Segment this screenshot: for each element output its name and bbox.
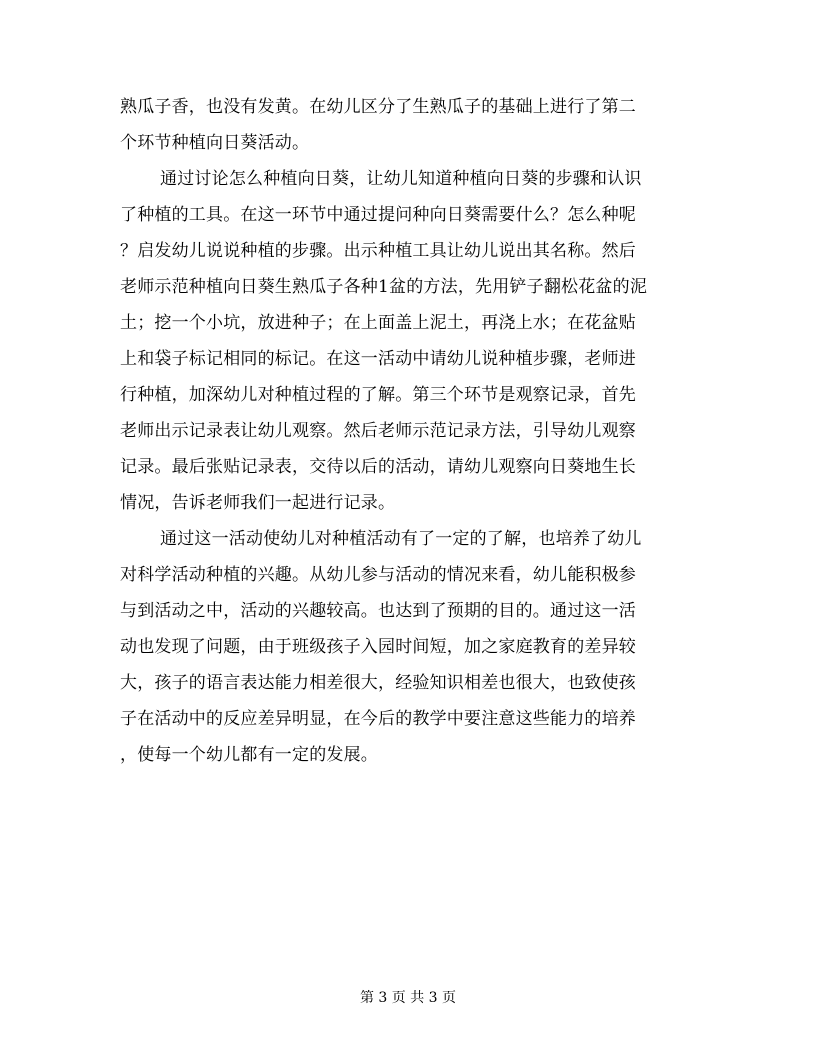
paragraph-1-line-1: 熟瓜子香，也没有发黄。在幼儿区分了生熟瓜子的基础上进行了第二 (120, 97, 636, 117)
paragraph-2-line-7: 行种植，加深幼儿对种植过程的了解。第三个环节是观察记录，首先 (120, 385, 636, 405)
paragraph-1-line-2: 个环节种植向日葵活动。 (120, 133, 310, 153)
paragraph-3-line-7: ，使每一个幼儿都有一定的发展。 (120, 745, 378, 765)
paragraph-3-line-3: 与到活动之中，活动的兴趣较高。也达到了预期的目的。通过这一活 (120, 601, 636, 621)
paragraph-2-line-5: 土；挖一个小坑，放进种子；在上面盖上泥土，再浇上水；在花盆贴 (120, 313, 636, 333)
paragraph-2-line-3: ？启发幼儿说说种植的步骤。出示种植工具让幼儿说出其名称。然后 (120, 241, 636, 261)
page-number-footer: 第 3 页 共 3 页 (359, 990, 457, 1006)
paragraph-2-line-6: 上和袋子标记相同的标记。在这一活动中请幼儿说种植步骤，老师进 (120, 349, 636, 369)
paragraph-2-line-1: 通过讨论怎么种植向日葵，让幼儿知道种植向日葵的步骤和认识 (160, 169, 642, 189)
paragraph-3-line-2: 对科学活动种植的兴趣。从幼儿参与活动的情况来看，幼儿能积极参 (120, 565, 636, 585)
paragraph-3-line-1: 通过这一活动使幼儿对种植活动有了一定的了解，也培养了幼儿 (160, 529, 642, 549)
paragraph-2-line-2: 了种植的工具。在这一环节中通过提问种向日葵需要什么？怎么种呢 (120, 205, 636, 225)
paragraph-3-line-4: 动也发现了问题，由于班级孩子入园时间短，加之家庭教育的差异较 (120, 637, 636, 657)
paragraph-3-line-5: 大，孩子的语言表达能力相差很大，经验知识相差也很大，也致使孩 (120, 673, 636, 693)
paragraph-2-line-9: 记录。最后张贴记录表，交待以后的活动，请幼儿观察向日葵地生长 (120, 457, 636, 477)
paragraph-3-line-6: 子在活动中的反应差异明显，在今后的教学中要注意这些能力的培养 (120, 709, 636, 729)
document-body (120, 89, 700, 773)
paragraph-2-line-8: 老师出示记录表让幼儿观察。然后老师示范记录方法，引导幼儿观察 (120, 421, 636, 441)
paragraph-2-line-4: 老师示范种植向日葵生熟瓜子各种1盆的方法，先用铲子翻松花盆的泥 (120, 277, 648, 297)
paragraph-2-line-10: 情况，告诉老师我们一起进行记录。 (120, 493, 396, 513)
